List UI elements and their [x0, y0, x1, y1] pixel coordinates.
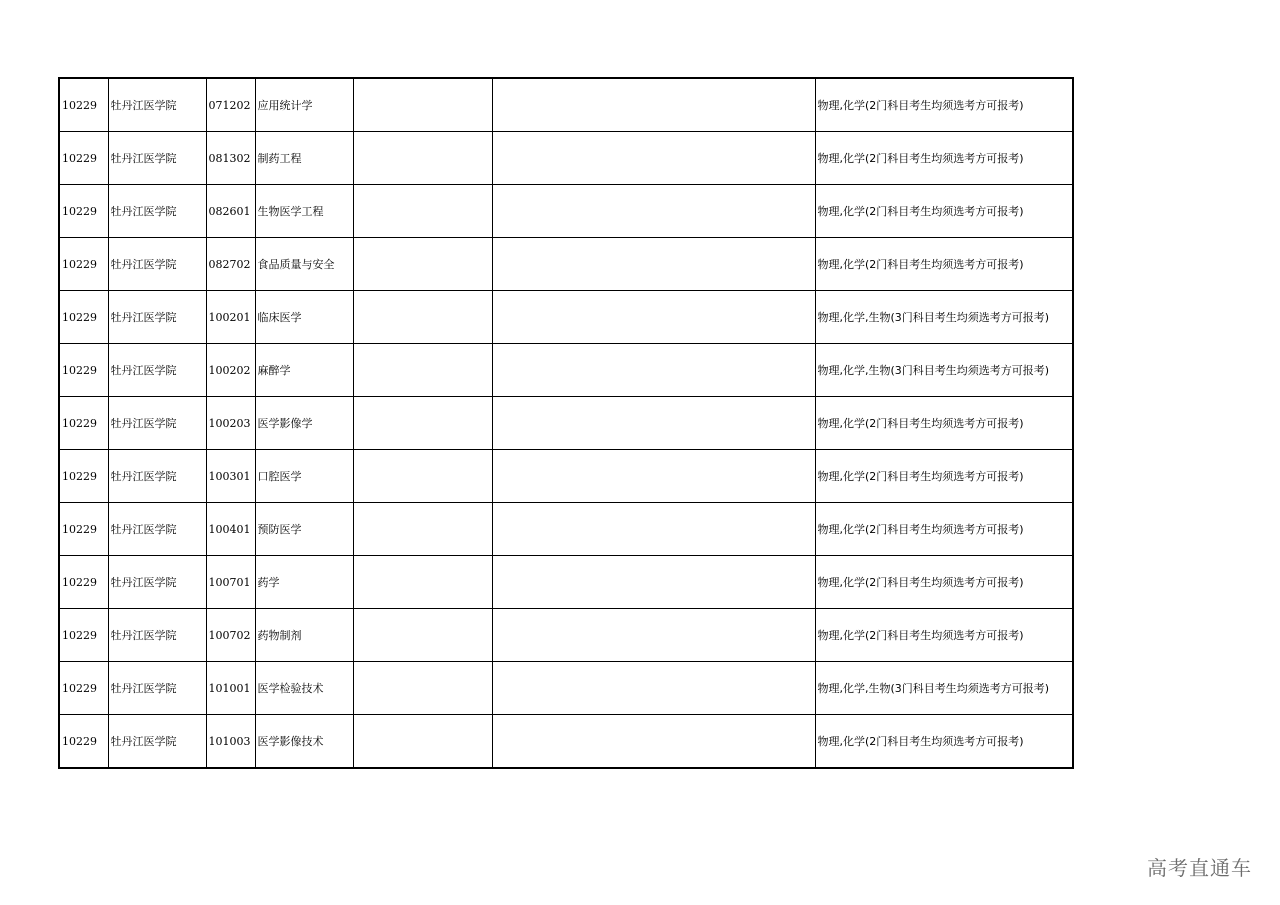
- school-name-cell: 牡丹江医学院: [108, 556, 206, 609]
- major-name-cell: 医学影像技术: [255, 715, 353, 769]
- school-code-cell: 10229: [59, 450, 108, 503]
- empty-cell: [353, 185, 492, 238]
- empty-cell: [492, 238, 815, 291]
- table-row: [59, 132, 1073, 185]
- table-row: [59, 291, 1073, 344]
- empty-cell: [492, 662, 815, 715]
- major-code-cell: 100701: [206, 556, 255, 609]
- school-code-cell: 10229: [59, 556, 108, 609]
- empty-cell: [353, 78, 492, 132]
- school-name-cell: 牡丹江医学院: [108, 715, 206, 769]
- subject-requirement-cell: 物理,化学(2门科目考生均须选考方可报考): [815, 397, 1073, 450]
- school-code-cell: 10229: [59, 662, 108, 715]
- empty-cell: [492, 397, 815, 450]
- subject-requirement-cell: 物理,化学(2门科目考生均须选考方可报考): [815, 450, 1073, 503]
- major-code-cell: 082702: [206, 238, 255, 291]
- major-code-cell: 100203: [206, 397, 255, 450]
- subject-requirement-cell: 物理,化学(2门科目考生均须选考方可报考): [815, 132, 1073, 185]
- empty-cell: [492, 78, 815, 132]
- table-row: [59, 503, 1073, 556]
- major-name-cell: 医学影像学: [255, 397, 353, 450]
- school-name-cell: 牡丹江医学院: [108, 78, 206, 132]
- major-name-cell: 制药工程: [255, 132, 353, 185]
- empty-cell: [353, 556, 492, 609]
- table-row: [59, 715, 1073, 769]
- subject-requirement-cell: 物理,化学,生物(3门科目考生均须选考方可报考): [815, 344, 1073, 397]
- empty-cell: [492, 132, 815, 185]
- major-name-cell: 临床医学: [255, 291, 353, 344]
- major-name-cell: 口腔医学: [255, 450, 353, 503]
- table-row: [59, 238, 1073, 291]
- school-code-cell: 10229: [59, 291, 108, 344]
- school-name-cell: 牡丹江医学院: [108, 450, 206, 503]
- empty-cell: [353, 715, 492, 769]
- subject-requirement-cell: 物理,化学(2门科目考生均须选考方可报考): [815, 503, 1073, 556]
- empty-cell: [492, 291, 815, 344]
- major-code-cell: 100702: [206, 609, 255, 662]
- school-name-cell: 牡丹江医学院: [108, 662, 206, 715]
- empty-cell: [492, 344, 815, 397]
- subject-requirement-cell: 物理,化学(2门科目考生均须选考方可报考): [815, 238, 1073, 291]
- empty-cell: [353, 238, 492, 291]
- major-name-cell: 药学: [255, 556, 353, 609]
- empty-cell: [353, 503, 492, 556]
- subject-requirement-cell: 物理,化学,生物(3门科目考生均须选考方可报考): [815, 662, 1073, 715]
- school-name-cell: 牡丹江医学院: [108, 238, 206, 291]
- watermark-text: 高考直通车: [1147, 856, 1252, 880]
- major-code-cell: 081302: [206, 132, 255, 185]
- school-name-cell: 牡丹江医学院: [108, 397, 206, 450]
- major-code-cell: 101003: [206, 715, 255, 769]
- table-row: [59, 397, 1073, 450]
- major-name-cell: 麻醉学: [255, 344, 353, 397]
- empty-cell: [353, 132, 492, 185]
- school-name-cell: 牡丹江医学院: [108, 609, 206, 662]
- subject-requirement-cell: 物理,化学(2门科目考生均须选考方可报考): [815, 715, 1073, 769]
- school-code-cell: 10229: [59, 132, 108, 185]
- empty-cell: [353, 397, 492, 450]
- empty-cell: [353, 662, 492, 715]
- table-row: [59, 185, 1073, 238]
- empty-cell: [492, 715, 815, 769]
- school-code-cell: 10229: [59, 397, 108, 450]
- subject-requirement-cell: 物理,化学,生物(3门科目考生均须选考方可报考): [815, 291, 1073, 344]
- major-name-cell: 药物制剂: [255, 609, 353, 662]
- major-name-cell: 食品质量与安全: [255, 238, 353, 291]
- school-name-cell: 牡丹江医学院: [108, 344, 206, 397]
- table-row: [59, 662, 1073, 715]
- school-name-cell: 牡丹江医学院: [108, 185, 206, 238]
- empty-cell: [353, 291, 492, 344]
- school-code-cell: 10229: [59, 344, 108, 397]
- major-name-cell: 应用统计学: [255, 78, 353, 132]
- subject-requirement-cell: 物理,化学(2门科目考生均须选考方可报考): [815, 609, 1073, 662]
- major-code-cell: 100301: [206, 450, 255, 503]
- major-code-cell: 101001: [206, 662, 255, 715]
- subject-requirement-cell: 物理,化学(2门科目考生均须选考方可报考): [815, 185, 1073, 238]
- school-code-cell: 10229: [59, 503, 108, 556]
- table-body: [59, 78, 1073, 768]
- empty-cell: [353, 344, 492, 397]
- major-code-cell: 100401: [206, 503, 255, 556]
- table-row: [59, 78, 1073, 132]
- school-code-cell: 10229: [59, 715, 108, 769]
- empty-cell: [492, 450, 815, 503]
- table-row: [59, 450, 1073, 503]
- school-code-cell: 10229: [59, 78, 108, 132]
- table-row: [59, 556, 1073, 609]
- major-code-cell: 082601: [206, 185, 255, 238]
- empty-cell: [492, 185, 815, 238]
- major-code-cell: 100202: [206, 344, 255, 397]
- empty-cell: [492, 556, 815, 609]
- school-code-cell: 10229: [59, 185, 108, 238]
- table-row: [59, 344, 1073, 397]
- major-name-cell: 医学检验技术: [255, 662, 353, 715]
- subject-requirement-cell: 物理,化学(2门科目考生均须选考方可报考): [815, 556, 1073, 609]
- school-name-cell: 牡丹江医学院: [108, 291, 206, 344]
- major-code-cell: 100201: [206, 291, 255, 344]
- school-code-cell: 10229: [59, 238, 108, 291]
- empty-cell: [353, 450, 492, 503]
- table-row: [59, 609, 1073, 662]
- empty-cell: [353, 609, 492, 662]
- admission-requirements-table: [58, 77, 1074, 769]
- empty-cell: [492, 503, 815, 556]
- major-code-cell: 071202: [206, 78, 255, 132]
- subject-requirement-cell: 物理,化学(2门科目考生均须选考方可报考): [815, 78, 1073, 132]
- major-name-cell: 生物医学工程: [255, 185, 353, 238]
- school-name-cell: 牡丹江医学院: [108, 503, 206, 556]
- empty-cell: [492, 609, 815, 662]
- school-name-cell: 牡丹江医学院: [108, 132, 206, 185]
- school-code-cell: 10229: [59, 609, 108, 662]
- major-name-cell: 预防医学: [255, 503, 353, 556]
